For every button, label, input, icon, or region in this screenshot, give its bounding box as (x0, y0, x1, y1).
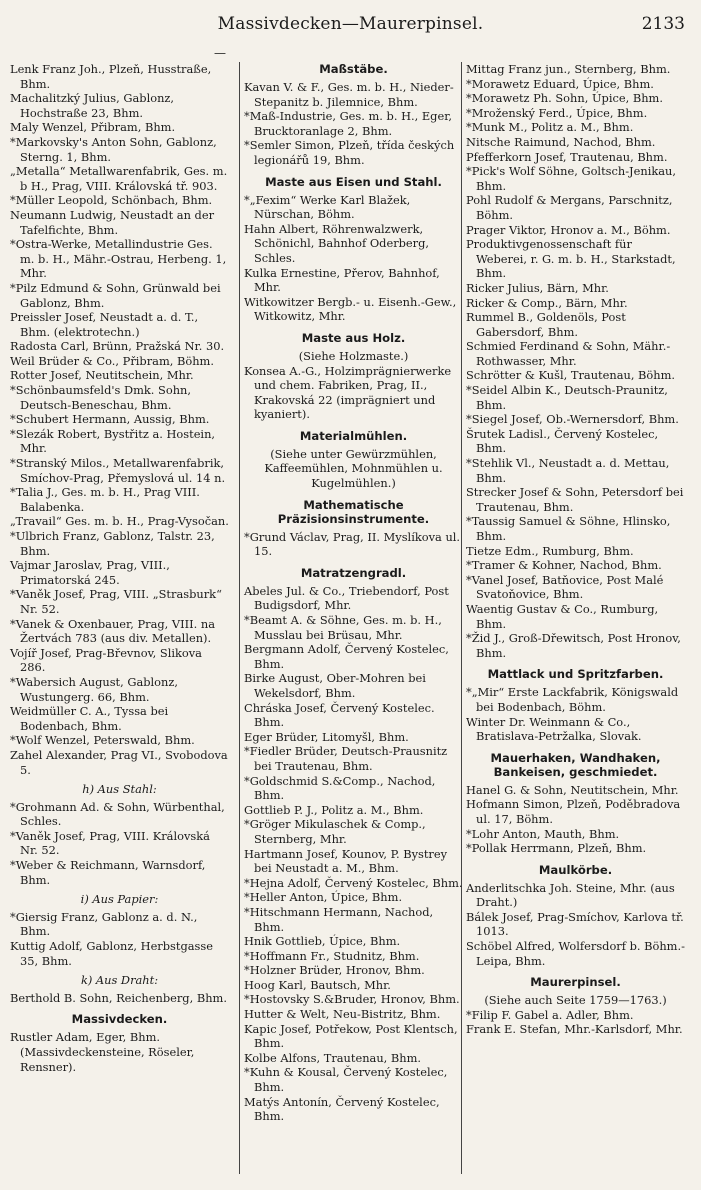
directory-entry: *Ulbrich Franz, Gablonz, Talstr. 23, Bhm. (10, 529, 215, 558)
directory-entry: Chráska Josef, Červený Kostelec. Bhm. (244, 700, 435, 730)
directory-entry: *Hoffmann Fr., Studnitz, Bhm. (244, 948, 420, 963)
directory-entry: *Goldschmid S.&Comp., Nachod, Bhm. (244, 773, 436, 803)
cross-reference-note: (Siehe unter Gewürzmühlen, Kaffeemühlen, Mohnmühlen u. Kugelmühlen.) (264, 446, 443, 491)
directory-entry: *Hejna Adolf, Červený Kostelec, Bhm. (244, 875, 463, 890)
directory-entry: Schrötter & Kušl, Trautenau, Böhm. (466, 368, 676, 383)
section-heading: Maurerpinsel. (530, 975, 621, 990)
page-number: 2133 (641, 14, 685, 34)
directory-entry: *Slezák Robert, Bystřitz a. Hostein, Mhr. (10, 426, 216, 456)
directory-entry: Kapic Josef, Potřekow, Post Klentsch, Bhm. (244, 1021, 458, 1051)
header-dash: — (214, 46, 226, 60)
directory-entry: Tietze Edm., Rumburg, Bhm. (466, 543, 634, 558)
section-heading: Massivdecken. (71, 1012, 168, 1027)
directory-entry: Radosta Carl, Brünn, Pražská Nr. 30. (10, 339, 225, 354)
directory-entry: Hahn Albert, Röhrenwalzwerk, Schönichl, Bahnhof Oderberg, Schles. (244, 221, 430, 265)
section-heading: Mattlack und Spritzfarben. (487, 667, 664, 682)
directory-entry: Rummel B., Goldenöls, Post Gabersdorf, Bhm. (466, 310, 626, 339)
directory-entry: Witkowitzer Bergb.- u. Eisenh.-Gew., Witkowitz, Mhr. (244, 294, 457, 324)
directory-entry: *Müller Leopold, Schönbach, Bhm. (10, 193, 213, 208)
column-divider-1 (239, 62, 240, 1174)
directory-entry: Matýs Antonín, Červený Kostelec, Bhm. (244, 1094, 440, 1124)
directory-entry: *Vanek & Oxenbauer, Prag, VIII. na Žertvách 783 (aus div. Metallen). (10, 616, 215, 646)
directory-entry: Bergmann Adolf, Červený Kostelec, Bhm. (244, 642, 449, 671)
directory-entry: Konsea A.-G., Holzimprägnierwerke und chem. Fabriken, Prag, II., Krakovská 22 (imprägniert und kyaniert). (244, 363, 452, 422)
directory-entry: *Maß-Industrie, Ges. m. b. H., Eger, Brucktoranlage 2, Bhm. (244, 109, 453, 138)
section-heading: Maste aus Holz. (301, 330, 406, 345)
directory-entry: Berthold B. Sohn, Reichenberg, Bhm. (10, 990, 227, 1005)
directory-entry: *Talia J., Ges. m. b. H., Prag VIII. Balabenka. (10, 485, 200, 514)
subsection-heading: h) Aus Stahl: (82, 782, 157, 797)
directory-entry: Mittag Franz jun., Sternberg, Bhm. (466, 62, 671, 76)
directory-entry: *Morawetz Ph. Sohn, Úpice, Bhm. (466, 91, 663, 106)
directory-entry: Ricker Julius, Bärn, Mhr. (466, 280, 609, 295)
directory-entry: *Fiedler Brüder, Deutsch-Prausnitz bei Trautenau, Bhm. (244, 744, 448, 773)
section-heading: Maste aus Eisen und Stahl. (265, 174, 442, 189)
directory-entry: *Kuhn & Kousal, Červený Kostelec, Bhm. (244, 1065, 448, 1095)
directory-entry: Kuttig Adolf, Gablonz, Herbstgasse 35, Bhm. (10, 939, 213, 968)
cross-reference-note: (Siehe auch Seite 1759—1763.) (484, 993, 667, 1008)
directory-entry: Maly Wenzel, Přibram, Bhm. (10, 120, 176, 135)
section-heading: Materialmühlen. (299, 428, 408, 443)
subsection-heading: i) Aus Papier: (80, 892, 159, 907)
subsection-heading: k) Aus Draht: (80, 973, 159, 988)
directory-entry: Hutter & Welt, Neu-Bistritz, Bhm. (244, 1007, 441, 1022)
directory-entry: *Beamt A. & Söhne, Ges. m. b. H., Musslau bei Brüsau, Mhr. (244, 613, 442, 642)
directory-entry: *Stehlik Vl., Neustadt a. d. Mettau, Bhm. (466, 456, 670, 485)
section-heading: Matratzengradl. (300, 565, 407, 580)
directory-entry: Weil Brüder & Co., Přibram, Böhm. (10, 353, 214, 368)
directory-entry: *Stranský Milos., Metallwarenfabrik, Smíchov-Prag, Přemyslová ul. 14 n. (10, 456, 226, 485)
directory-entry: Zahel Alexander, Prag VI., Svobodova 5. (10, 747, 228, 777)
directory-entry: Hofmann Simon, Plzeň, Poděbradova ul. 17, Böhm. (466, 797, 681, 826)
directory-entry: *Munk M., Politz a. M., Bhm. (466, 120, 634, 135)
directory-entry: Frank E. Stefan, Mhr.-Karlsdorf, Mhr. (466, 1022, 683, 1037)
directory-entry: *Giersig Franz, Gablonz a. d. N., Bhm. (10, 909, 198, 939)
directory-entry: *Wolf Wenzel, Peterswald, Bhm. (10, 733, 195, 748)
directory-entry: *Hostovsky S.&Bruder, Hronov, Bhm. (244, 992, 460, 1007)
directory-entry: *Pilz Edmund & Sohn, Grünwald bei Gablonz, Bhm. (10, 280, 221, 310)
directory-entry: Šrutek Ladisl., Červený Kostelec, Bhm. (466, 426, 659, 456)
directory-entry: *Ostra-Werke, Metallindustrie Ges. m. b. H., Mähr.-Ostrau, Herbeng. 1, Mhr. (10, 237, 227, 281)
directory-entry: Hoog Karl, Bautsch, Mhr. (244, 977, 391, 992)
directory-entry: Rotter Josef, Neutitschein, Mhr. (10, 368, 194, 383)
directory-entry: Kulka Ernestine, Přerov, Bahnhof, Mhr. (244, 265, 440, 295)
directory-entry: *Morawetz Eduard, Úpice, Bhm. (466, 76, 654, 91)
directory-entry: *Tramer & Kohner, Nachod, Bhm. (466, 558, 662, 573)
page-title: Massivdecken—Maurerpinsel. (217, 14, 484, 34)
directory-entry: *Grohmann Ad. & Sohn, Würbenthal, Schles. (10, 799, 225, 829)
section-heading: Mathematische Präzisionsinstrumente. (277, 497, 430, 526)
directory-entry: *„Fexim“ Werke Karl Blažek, Nürschan, Böhm. (244, 192, 411, 222)
directory-entry: Schmied Ferdinand & Sohn, Mähr.-Rothwasser, Mhr. (466, 339, 671, 368)
directory-entry: *Schönbaumsfeld's Dmk. Sohn, Deutsch-Beneschau, Bhm. (10, 383, 191, 412)
directory-entry: *Mroženský Ferd., Úpice, Bhm. (466, 105, 648, 120)
directory-entry: Machalitzký Julius, Gablonz, Hochstraße 23, Bhm. (10, 91, 175, 120)
section-heading: Maulkörbe. (538, 862, 613, 877)
directory-entry: Rustler Adam, Eger, Bhm. (Massivdeckensteine, Röseler, Rensner). (10, 1030, 195, 1074)
directory-entry: Abeles Jul. & Co., Triebendorf, Post Budigsdorf, Mhr. (244, 583, 449, 613)
directory-entry: *Vaněk Josef, Prag, VIII. „Strasburk“ Nr. 52. (10, 587, 222, 616)
directory-entry: Winter Dr. Weinmann & Co., Bratislava-Petržalka, Slovak. (466, 714, 642, 744)
directory-entry: *Weber & Reichmann, Warnsdorf, Bhm. (10, 858, 206, 887)
directory-entry: *Hitschmann Hermann, Nachod, Bhm. (244, 904, 434, 934)
directory-entry: Hnik Gottlieb, Úpice, Bhm. (244, 934, 401, 949)
directory-entry: *Pick's Wolf Söhne, Goltsch-Jenikau, Bhm. (466, 164, 676, 193)
directory-entry: *Lohr Anton, Mauth, Bhm. (466, 826, 620, 841)
directory-entry: „Metalla“ Metallwarenfabrik, Ges. m. b H., Prag, VIII. Královská tř. 903. (10, 164, 228, 193)
directory-entry: Weidmüller C. A., Tyssa bei Bodenbach, Bhm. (10, 704, 169, 733)
directory-entry: Kavan V. & F., Ges. m. b. H., Nieder-Stepanitz b. Jilemnice, Bhm. (244, 80, 454, 109)
directory-entry: Ricker & Comp., Bärn, Mhr. (466, 295, 628, 310)
directory-entry: Produktivgenossenschaft für Weberei, r. G. m. b. H., Starkstadt, Bhm. (466, 237, 676, 281)
directory-entry: *Žid J., Groß-Dřewitsch, Post Hronov, Bhm. (466, 631, 681, 660)
directory-entry: Hartmann Josef, Kounov, P. Bystrey bei Neustadt a. M., Bhm. (244, 846, 448, 876)
directory-entry: *Wabersich August, Gablonz, Wustungerg. 66, Bhm. (10, 674, 178, 704)
directory-entry: Neumann Ludwig, Neustadt an der Tafelfichte, Bhm. (10, 207, 215, 237)
column-2 (244, 62, 463, 1182)
directory-entry: *Vanel Josef, Batňovice, Post Malé Svatoňovice, Bhm. (466, 572, 664, 602)
directory-entry: Preissler Josef, Neustadt a. d. T., Bhm. (elektrotechn.) (10, 310, 199, 339)
directory-entry: *Vaněk Josef, Prag, VIII. Královská Nr. 52. (10, 828, 210, 858)
directory-entry: *Semler Simon, Plzeň, třída českých legionářů 19, Bhm. (244, 138, 455, 167)
directory-entry: Lenk Franz Joh., Plzeň, Husstraße, Bhm. (10, 62, 212, 91)
directory-entry: Hanel G. & Sohn, Neutitschein, Mhr. (466, 782, 679, 797)
column-3 (466, 62, 685, 1182)
directory-entry: *Grund Václav, Prag, II. Myslíkova ul. 15. (244, 529, 461, 559)
section-heading: Maßstäbe. (319, 62, 388, 76)
directory-entry: Anderlitschka Joh. Steine, Mhr. (aus Draht.) (466, 880, 675, 910)
directory-entry: *Markovsky's Anton Sohn, Gablonz, Sterng. 1, Bhm. (10, 134, 217, 164)
directory-entry: Vojíř Josef, Prag-Břevnov, Slikova 286. (10, 645, 202, 675)
directory-entry: *Holzner Brüder, Hronov, Bhm. (244, 963, 425, 978)
section-heading: Mauerhaken, Wandhaken, Bankeisen, geschmiedet. (490, 750, 661, 779)
directory-entry: *Pollak Herrmann, Plzeň, Bhm. (466, 841, 647, 856)
directory-entry: „Travail“ Ges. m. b. H., Prag-Vysočan. (10, 514, 229, 529)
cross-reference-note: (Siehe Holzmaste.) (298, 348, 409, 363)
directory-entry: Birke August, Ober-Mohren bei Wekelsdorf, Bhm. (244, 671, 426, 700)
directory-entry: *Siegel Josef, Ob.-Wernersdorf, Bhm. (466, 412, 679, 427)
directory-entry: *Seidel Albin K., Deutsch-Praunitz, Bhm. (466, 383, 668, 412)
column-1 (10, 62, 229, 1182)
directory-entry: *Gröger Mikulaschek & Comp., Sternberg, Mhr. (244, 817, 426, 846)
directory-entry: Strecker Josef & Sohn, Petersdorf bei Trautenau, Bhm. (466, 485, 684, 514)
directory-entry: *„Mir“ Erste Lackfabrik, Königswald bei Bodenbach, Böhm. (466, 685, 679, 714)
directory-entry: Schöbel Alfred, Wolfersdorf b. Böhm.-Leipa, Bhm. (466, 939, 685, 968)
directory-entry: *Taussig Samuel & Söhne, Hlinsko, Bhm. (466, 514, 671, 543)
directory-entry: Eger Brüder, Litomyšl, Bhm. (244, 729, 409, 744)
directory-entry: Pfefferkorn Josef, Trautenau, Bhm. (466, 149, 668, 164)
directory-entry: Prager Viktor, Hronov a. M., Böhm. (466, 222, 671, 237)
directory-entry: Nitsche Raimund, Nachod, Bhm. (466, 134, 656, 149)
directory-entry: *Schubert Hermann, Aussig, Bhm. (10, 412, 210, 427)
directory-entry: Vajmar Jaroslav, Prag, VIII., Primatorská 245. (10, 558, 170, 587)
directory-entry: Kolbe Alfons, Trautenau, Bhm. (244, 1050, 422, 1065)
directory-entry: *Heller Anton, Úpice, Bhm. (244, 890, 403, 905)
directory-entry: Bálek Josef, Prag-Smíchov, Karlova tř. 1013. (466, 909, 684, 939)
directory-entry: *Filip F. Gabel a. Adler, Bhm. (466, 1007, 634, 1022)
directory-entry: Pohl Rudolf & Mergans, Parschnitz, Böhm. (466, 193, 673, 222)
directory-entry: Waentig Gustav & Co., Rumburg, Bhm. (466, 601, 659, 631)
page-header (0, 6, 701, 60)
directory-entry: Gottlieb P. J., Politz a. M., Bhm. (244, 802, 424, 817)
